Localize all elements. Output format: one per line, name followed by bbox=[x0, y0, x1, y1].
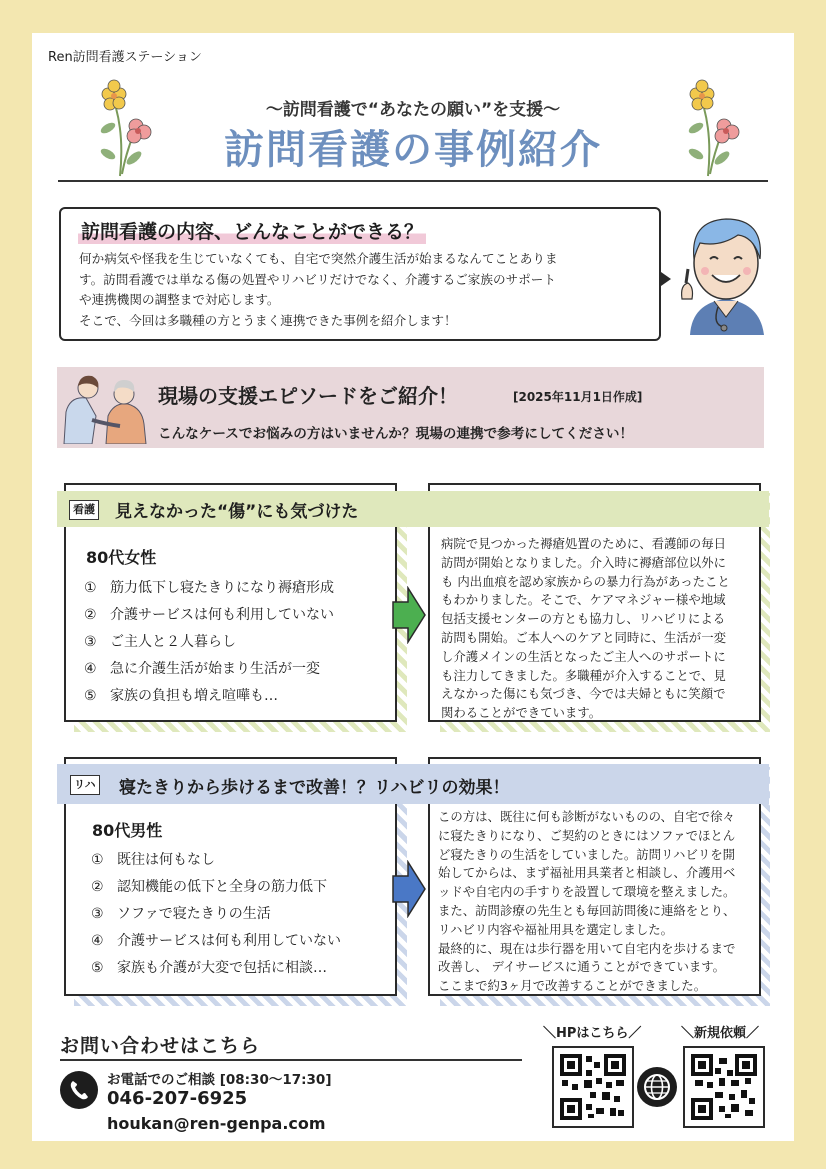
story-line: 訪問も開始。ご本人へのケアと同時に、生活が一変 bbox=[441, 629, 726, 645]
list-item bbox=[84, 685, 334, 712]
story-line: ど寝たきりの生活をしていました。訪問リハビリを開 bbox=[438, 846, 736, 862]
email-address[interactable]: houkan@ren-genpa.com bbox=[107, 1114, 326, 1133]
list-number: ② bbox=[91, 879, 104, 895]
story-line: に寝たきりになり、ご契約のときにはソファでほとん bbox=[438, 827, 736, 843]
list-number: ⑤ bbox=[91, 960, 104, 976]
case1-patient: 80代女性 bbox=[86, 548, 157, 567]
case1-arrow-icon bbox=[392, 586, 426, 644]
list-text: 家族も介護が大変で包括に相談… bbox=[117, 960, 327, 976]
intro-line: そこで、今回は多職種の方とうまく連携できた事例を紹介します！ bbox=[79, 312, 457, 328]
story-line: ここまで約3ヶ月で改善することができました。 bbox=[438, 978, 707, 994]
list-text: ご主人と２人暮らし bbox=[110, 634, 236, 650]
list-number: ④ bbox=[84, 661, 97, 677]
list-number: ④ bbox=[91, 933, 104, 949]
qr-code-icon bbox=[554, 1048, 632, 1126]
list-item bbox=[91, 903, 341, 930]
list-number: ③ bbox=[91, 906, 104, 922]
list-number: ⑤ bbox=[84, 688, 97, 704]
list-item bbox=[84, 631, 334, 658]
case1-tag: 看護 bbox=[69, 500, 99, 520]
list-text: 介護サービスは何も利用していない bbox=[117, 933, 341, 949]
list-number: ① bbox=[91, 852, 104, 868]
page-title: 訪問看護の事例紹介 bbox=[224, 127, 602, 173]
intro-line: す。訪問看護では単なる傷の処置やリハビリだけでなく、介護するご家族のサポート bbox=[79, 271, 556, 287]
phone-number[interactable]: 046-207-6925 bbox=[107, 1088, 248, 1109]
story-line: 関わることができています。 bbox=[441, 705, 602, 721]
caregiver-icon bbox=[64, 376, 146, 444]
list-text: 既往は何もなし bbox=[117, 852, 215, 868]
list-text: 急に介護生活が始まり生活が一変 bbox=[110, 661, 320, 677]
list-text: 介護サービスは何も利用していない bbox=[110, 607, 334, 623]
contact-divider bbox=[60, 1059, 522, 1061]
title-divider bbox=[58, 180, 768, 182]
list-text: 筋力低下し寝たきりになり褥瘡形成 bbox=[110, 580, 334, 596]
case2-tag: リハ bbox=[70, 775, 100, 795]
story-line: この方は、既往に何も診断がないものの、自宅で徐々 bbox=[438, 809, 735, 824]
qr-new-label: ＼新規依頼／ bbox=[681, 1026, 760, 1041]
story-line: えなかった傷にも気づき、今では夫婦ともに笑顔で bbox=[441, 686, 726, 702]
consult-label: お電話でのご相談 [08:30〜17:30] bbox=[107, 1072, 332, 1088]
story-line: また、訪問診療の先生とも毎回訪問後に連絡をとり、 bbox=[438, 902, 736, 918]
list-text: 認知機能の低下と全身の筋力低下 bbox=[117, 879, 327, 895]
intro-line: や連携機関の調整まで対応します。 bbox=[79, 292, 280, 307]
case1-title: 見えなかった“傷”にも気づけた bbox=[115, 502, 359, 522]
care-illustration bbox=[62, 372, 152, 444]
list-item bbox=[84, 604, 334, 631]
globe-icon bbox=[636, 1066, 678, 1108]
case2-patient: 80代男性 bbox=[92, 821, 163, 840]
list-item bbox=[91, 876, 341, 903]
story-line: 病院で見つかった褥瘡処置のために、看護師の毎日 bbox=[441, 536, 726, 551]
nurse-illustration bbox=[676, 207, 774, 335]
list-item bbox=[84, 577, 334, 604]
list-text: ソファで寝たきりの生活 bbox=[117, 906, 271, 922]
story-line: も注力してきました。多職種が介入することで、見 bbox=[441, 667, 726, 683]
story-line: 改善し、 デイサービスに通うことができています。 bbox=[438, 959, 726, 975]
case1-list bbox=[84, 577, 334, 712]
case2-arrow-icon bbox=[392, 860, 426, 918]
qr-hp-label: ＼HPはこちら／ bbox=[543, 1026, 642, 1041]
case2-list bbox=[91, 849, 341, 984]
list-item bbox=[91, 957, 341, 984]
story-line: も 内出血痕を認め家族からの暴力行為があったこと bbox=[441, 573, 730, 589]
qr-code-new[interactable] bbox=[683, 1046, 765, 1128]
case2-title: 寝たきりから歩けるまで改善！？リハビリの効果！ bbox=[119, 778, 510, 798]
intro-line: 何か病気や怪我を生じていなくても、自宅で突然介護生活が始まるなんてことありま bbox=[79, 251, 558, 266]
nurse-icon bbox=[682, 219, 764, 335]
qr-code-hp[interactable] bbox=[552, 1046, 634, 1128]
list-text: 家族の負担も増え喧嘩も… bbox=[110, 688, 278, 704]
list-item bbox=[91, 930, 341, 957]
episode-title: 現場の支援エピソードをご紹介！ bbox=[158, 384, 458, 408]
story-line: 始してからは、まず福祉用具業者と相談し、介護用ベ bbox=[438, 865, 736, 881]
list-item bbox=[84, 658, 334, 685]
list-number: ① bbox=[84, 580, 97, 596]
speech-bubble-tail bbox=[661, 272, 671, 286]
story-line: 最終的に、現在は歩行器を用いて自宅内を歩けるまで bbox=[438, 940, 736, 956]
list-number: ② bbox=[84, 607, 97, 623]
qr-code-icon bbox=[685, 1048, 763, 1126]
case1-story bbox=[441, 535, 759, 723]
episode-subtitle: こんなケースでお悩みの方はいませんか？現場の連携で参考にしてください！ bbox=[158, 426, 634, 442]
list-item bbox=[91, 849, 341, 876]
story-line: もわかりました。そこで、ケアマネジャー様や地域 bbox=[441, 592, 726, 608]
list-number: ③ bbox=[84, 634, 97, 650]
story-line: ッドや自宅内の手すりを設置して環境を整えました。 bbox=[438, 884, 736, 900]
phone-icon bbox=[60, 1071, 98, 1109]
intro-heading: 訪問看護の内容、どんなことができる？ bbox=[78, 217, 426, 244]
contact-title: お問い合わせはこちら bbox=[60, 1035, 261, 1057]
episode-date: [2025年11月1日作成] bbox=[513, 390, 643, 404]
subtitle: 〜訪問看護で“あなたの願い”を支援〜 bbox=[265, 100, 561, 120]
case2-story bbox=[438, 808, 760, 996]
story-line: 訪問が開始となりました。介入時に褥瘡部位以外に bbox=[441, 554, 726, 570]
story-line: 包括支援センターの方とも協力し、リハビリによる bbox=[441, 611, 726, 627]
intro-body bbox=[79, 249, 651, 331]
story-line: し介護メインの生活となったご主人へのサポートに bbox=[441, 648, 726, 664]
station-name: Ren訪問看護ステーション bbox=[48, 50, 202, 65]
story-line: リハビリ内容や福祉用具を選定しました。 bbox=[438, 921, 674, 937]
